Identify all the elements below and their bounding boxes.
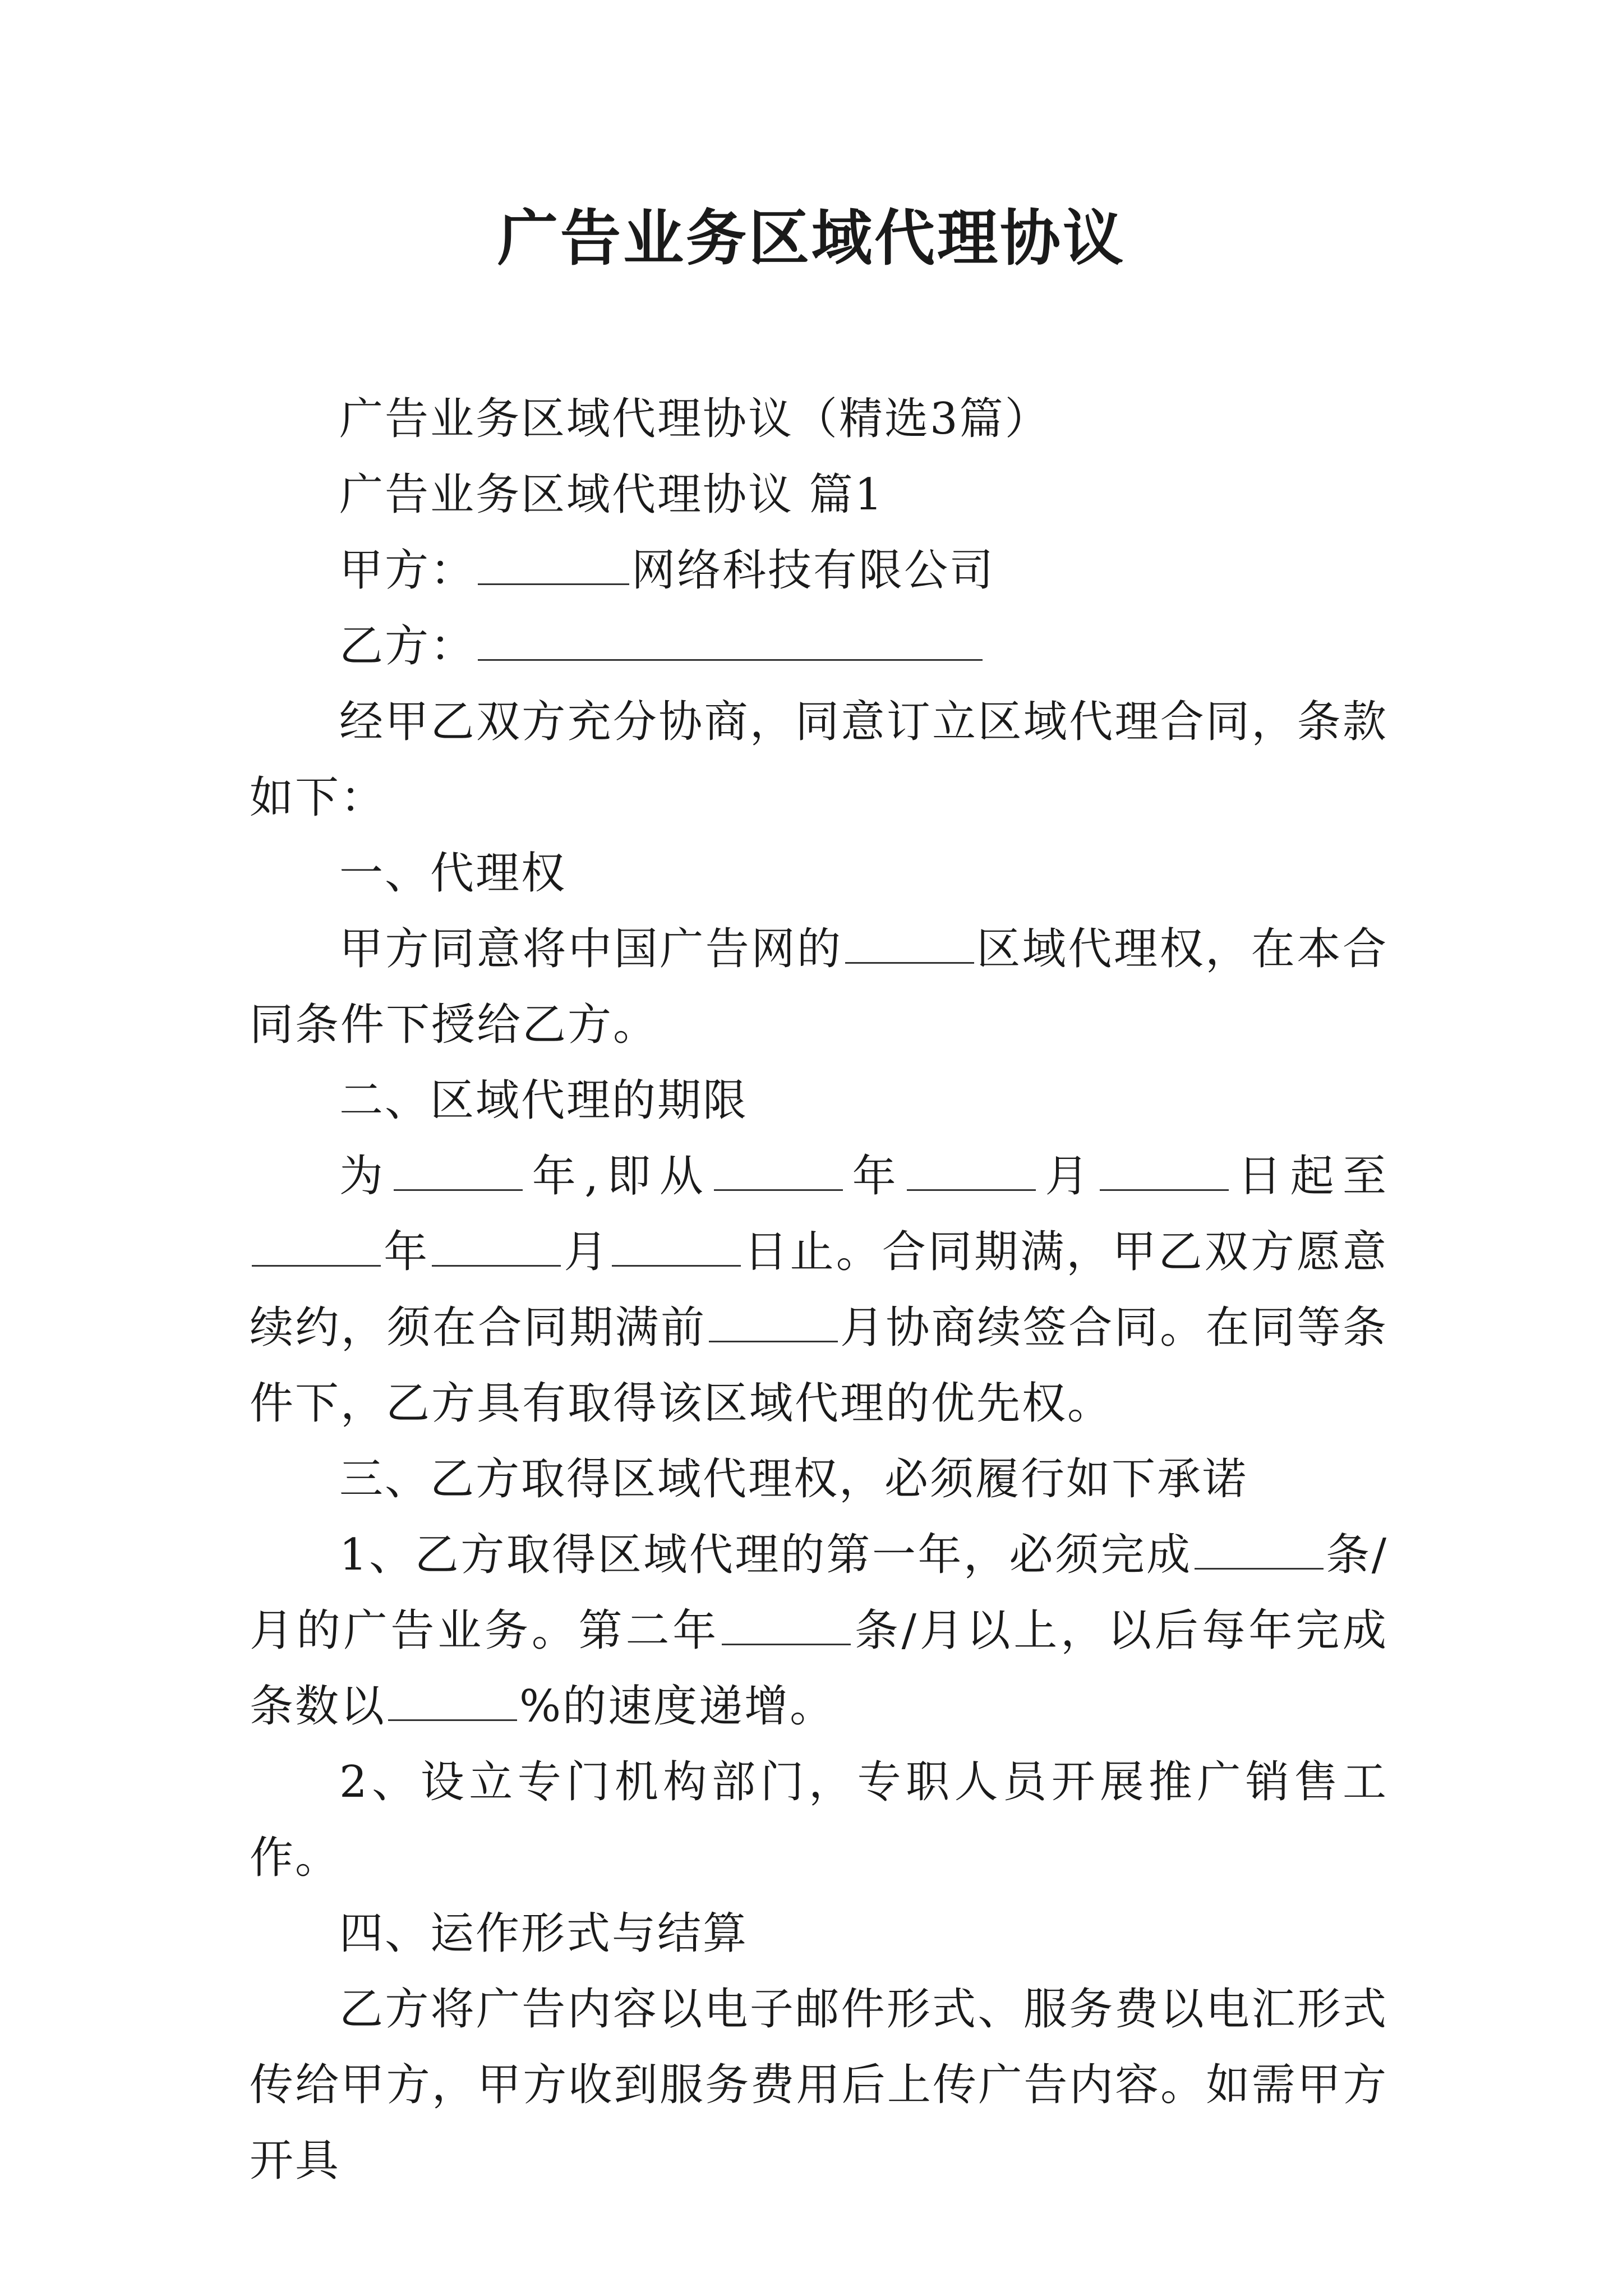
text-segment: 月协商续签合同。在同等条件下，乙方具有取得该区域代理的优先权。 <box>250 1303 1388 1429</box>
fill-blank <box>432 1226 561 1267</box>
fill-blank <box>612 1226 741 1267</box>
text-segment: 月 <box>1038 1151 1098 1202</box>
text-segment: 年,即从 <box>525 1151 712 1202</box>
text-segment: 年 <box>383 1227 430 1277</box>
paragraph-subtitle: 广告业务区域代理协议（精选3篇） <box>339 394 1050 444</box>
clause-body-3-item-2: 2、设立专门机构部门，专职人员开展推广销售工作。 <box>250 1757 1388 1883</box>
paragraph-party-a <box>250 533 1388 609</box>
fill-blank <box>722 1604 851 1645</box>
fill-blank <box>1100 1150 1229 1191</box>
paragraph-section-heading: 广告业务区域代理协议 篇1 <box>339 470 884 520</box>
fill-blank <box>845 923 974 964</box>
text-segment: 1、乙方取得区域代理的第一年，必须完成 <box>339 1530 1192 1580</box>
text-segment: 条/月以上，以后每年完成条数以 <box>250 1605 1388 1732</box>
text-segment: 条/月的广告业务。第二年 <box>250 1530 1388 1656</box>
party-b-label: 乙方： <box>339 621 476 671</box>
paragraph-intro: 经甲乙双方充分协商，同意订立区域代理合同，条款如下： <box>250 697 1388 823</box>
clause-body-4: 乙方将广告内容以电子邮件形式、服务费以电汇形式传给甲方，甲方收到服务费用后上传广告内容。如需甲方开具 <box>250 1984 1388 2186</box>
fill-blank <box>478 620 983 661</box>
text-segment: 年 <box>845 1151 905 1202</box>
clause-body-2 <box>250 1139 1388 1442</box>
clause-heading-2: 二、区域代理的期限 <box>339 1075 749 1126</box>
fill-blank <box>252 1226 381 1267</box>
clause-heading-4: 四、运作形式与结算 <box>339 1908 749 1959</box>
clause-heading-1: 一、代理权 <box>339 848 567 899</box>
text-segment: 为 <box>339 1151 392 1202</box>
fill-blank <box>709 1301 838 1342</box>
party-a-name: 网络科技有限公司 <box>631 545 995 596</box>
text-segment: 区域代理权，在本合同条件下授给乙方。 <box>250 924 1388 1050</box>
text-segment: 日止。合同期满，甲乙双方愿意续约，须在合同期满前 <box>250 1227 1388 1353</box>
document-body <box>250 381 1388 2199</box>
fill-blank <box>1195 1529 1324 1570</box>
document-title: 广告业务区域代理协议 <box>497 203 1126 274</box>
clause-body-3-item-1 <box>250 1517 1388 1745</box>
fill-blank <box>388 1680 517 1721</box>
party-a-label: 甲方： <box>339 545 476 596</box>
clause-heading-3: 三、乙方取得区域代理权，必须履行如下承诺 <box>339 1454 1248 1504</box>
text-segment: %的速度递增。 <box>519 1681 836 1732</box>
fill-blank <box>714 1150 843 1191</box>
fill-blank <box>478 544 629 585</box>
text-segment: 日起至 <box>1230 1151 1388 1202</box>
text-segment: 甲方同意将中国广告网的 <box>339 924 843 974</box>
paragraph-party-b <box>250 609 1388 684</box>
clause-body-1 <box>250 912 1388 1063</box>
fill-blank <box>907 1150 1036 1191</box>
text-segment: 月 <box>563 1227 610 1277</box>
fill-blank <box>394 1150 523 1191</box>
